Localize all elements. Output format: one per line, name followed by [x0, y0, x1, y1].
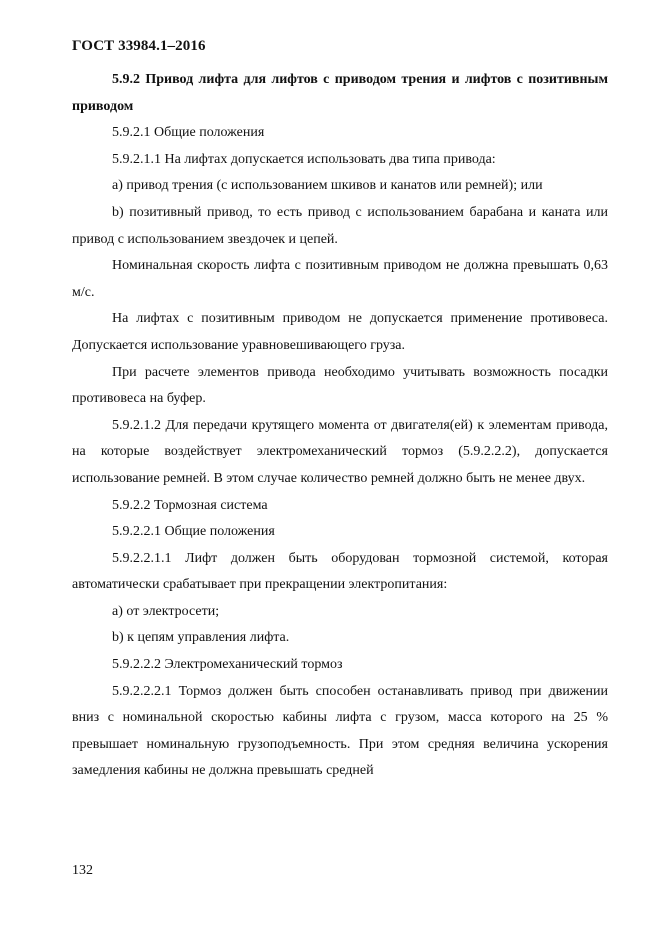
- paragraph: На лифтах с позитивным приводом не допускается применение противовеса. Допускается использование уравновешивающего груза.: [72, 311, 608, 353]
- paragraph: 5.9.2.2.2 Электромеханический тормоз: [112, 657, 343, 673]
- page-number: 132: [72, 863, 93, 878]
- paragraph: 5.9.2.1.1 На лифтах допускается использовать два типа привода:: [112, 151, 496, 167]
- paragraph: Номинальная скорость лифта с позитивным приводом не должна превышать 0,63 м/с.: [72, 258, 608, 300]
- paragraph: 5.9.2.1 Общие положения: [112, 125, 265, 141]
- paragraph: 5.9.2.2 Тормозная система: [112, 497, 268, 513]
- paragraph: 5.9.2.2.2.1 Тормоз должен быть способен останавливать привод при движении вниз с номинальной скоростью кабины лифта с грузом, масса которого на 25 % превышает номинальную грузоподъемность. При этом средняя величина ускорения замедления кабины не должна превышать средней: [72, 683, 608, 779]
- section-heading-5-9-2: 5.9.2 Привод лифта для лифтов с приводом трения и лифтов с позитивным приводом: [72, 72, 608, 114]
- paragraph: 5.9.2.2.1.1 Лифт должен быть оборудован тормозной системой, которая автоматически срабатывает при прекращении электропитания:: [72, 550, 608, 593]
- list-item: а) от электросети;: [112, 603, 220, 619]
- list-item: b) к цепям управления лифта.: [112, 630, 290, 646]
- paragraph: 5.9.2.1.2 Для передачи крутящего момента от двигателя(ей) к элементам привода, на которые воздействует электромеханический тормоз (5.9.2.2.2), допускается использование ремней. В этом случае количество ремней должно быть не менее двух.: [72, 417, 608, 486]
- document-header: ГОСТ 33984.1–2016: [72, 38, 206, 54]
- paragraph: 5.9.2.2.1 Общие положения: [112, 524, 275, 540]
- paragraph: При расчете элементов привода необходимо учитывать возможность посадки противовеса на буфер.: [72, 364, 608, 407]
- list-item: а) привод трения (с использованием шкивов и канатов или ремней); или: [112, 178, 543, 194]
- document-body: [72, 67, 608, 785]
- list-item: b) позитивный привод, то есть привод с использованием барабана и каната или привод с использованием звездочек и цепей.: [72, 204, 608, 247]
